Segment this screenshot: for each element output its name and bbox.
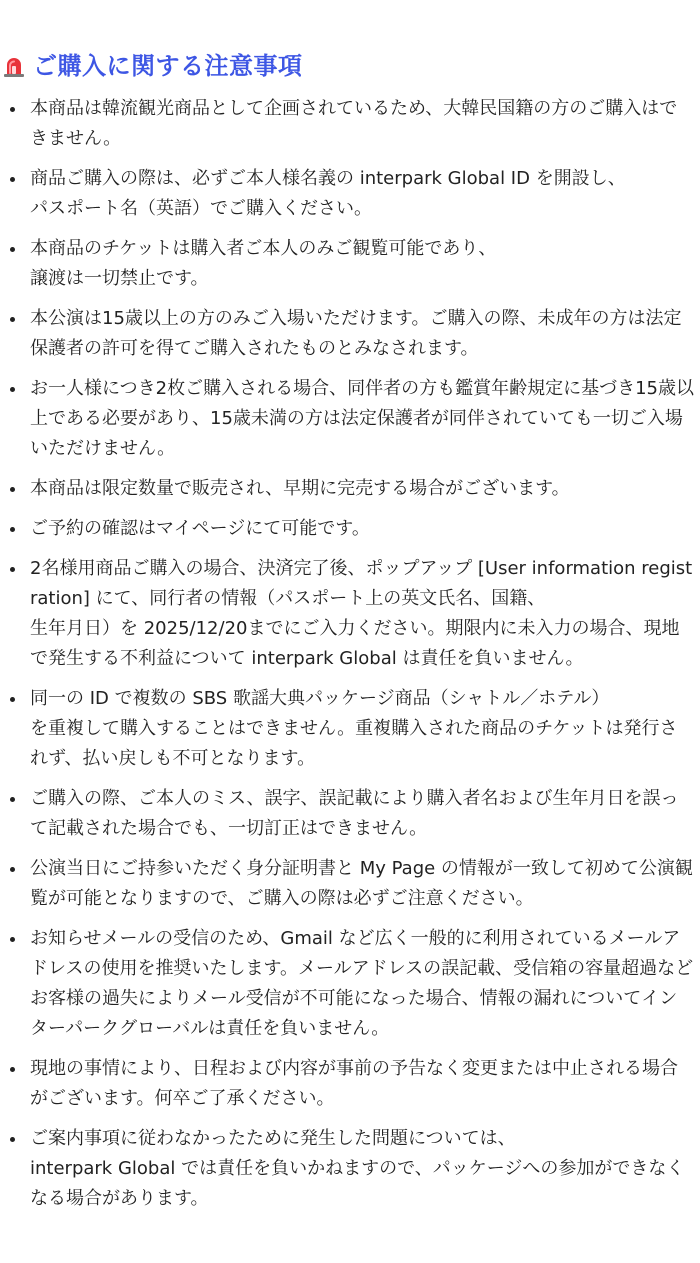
notice-item-text: 現地の事情により、日程および内容が事前の予告なく変更または中止される場合がございます。何卒ご了承ください。 [30,1058,678,1109]
notice-item-text: ご購入の際、ご本人のミス、誤字、誤記載により購入者名および生年月日を誤って記載された場合でも、一切訂正はできません。 [30,788,679,839]
bullet-icon [10,387,15,392]
notice-item [0,234,700,294]
notice-item [0,1124,700,1214]
notice-item [0,164,700,224]
notice-item-text: 商品ご購入の際は、必ずご本人様名義の interpark Global ID を開設し、 パスポート名（英語）でご購入ください。 [30,168,626,219]
bullet-icon [10,177,15,182]
bullet-icon [10,317,15,322]
bullet-icon [10,867,15,872]
notice-item-text: ご予約の確認はマイページにて可能です。 [30,518,370,539]
notice-item-text: お知らせメールの受信のため、Gmail など広く一般的に利用されているメールアドレスの使用を推奨いたします。メールアドレスの誤記載、受信箱の容量超過などお客様の過失によりメール受信が不可能になった場合、情報の漏れについてインターパークグローバルは責任を負いません。 [30,928,694,1039]
notice-item-text: 本商品は韓流観光商品として企画されているため、大韓民国籍の方のご購入はできません。 [30,98,678,149]
bullet-icon [10,567,15,572]
notice-item-text: 公演当日にご持参いただく身分証明書と My Page の情報が一致して初めて公演観覧が可能となりますので、ご購入の際は必ずご注意ください。 [30,858,693,909]
notice-item-text: お一人様につき2枚ご購入される場合、同伴者の方も鑑賞年齢規定に基づき15歳以上である必要があり、15歳未満の方は法定保護者が同伴されていても一切ご入場いただけません。 [30,378,694,459]
bullet-icon [10,527,15,532]
notice-header [0,46,700,86]
notice-item-text: 2名様用商品ご購入の場合、決済完了後、ポップアップ [User information registration] にて、同行者の情報（パスポート上の英文氏名、国籍、 生年月日）を 2025/12/20までにご入力ください。期限内に未入力の場合、現地で発生する不利益について interpark Global は責任を負いません。 [30,558,693,669]
notice-item [0,474,700,504]
bullet-icon [10,937,15,942]
notice-item [0,1054,700,1114]
bullet-icon [10,487,15,492]
notice-item [0,924,700,1044]
bullet-icon [10,797,15,802]
bullet-icon [10,247,15,252]
notice-item [0,854,700,914]
bullet-icon [10,1067,15,1072]
siren-icon [2,54,26,78]
purchase-notice-section [0,46,700,1224]
bullet-icon [10,697,15,702]
notice-item [0,304,700,364]
bullet-icon [10,107,15,112]
notice-item-text: 本商品は限定数量で販売され、早期に完売する場合がございます。 [30,478,570,499]
notice-title: ご購入に関する注意事項 [33,52,303,80]
notice-item [0,554,700,674]
notice-item-text: 本公演は15歳以上の方のみご入場いただけます。ご購入の際、未成年の方は法定保護者の許可を得てご購入されたものとみなされます。 [30,308,682,359]
notice-item-text: 本商品のチケットは購入者ご本人のみご観覧可能であり、 譲渡は一切禁止です。 [30,238,497,289]
notice-item [0,684,700,774]
notice-item [0,784,700,844]
notice-list [0,94,700,1214]
notice-item [0,514,700,544]
notice-item [0,374,700,464]
notice-item-text: ご案内事項に従わなかったために発生した問題については、 interpark Global では責任を負いかねますので、パッケージへの参加ができなくなる場合があります。 [30,1128,685,1209]
notice-item [0,94,700,154]
notice-item-text: 同一の ID で複数の SBS 歌謡大典パッケージ商品（シャトル／ホテル） を重複して購入することはできません。重複購入された商品のチケットは発行されず、払い戻しも不可となります。 [30,688,678,769]
bullet-icon [10,1137,15,1142]
